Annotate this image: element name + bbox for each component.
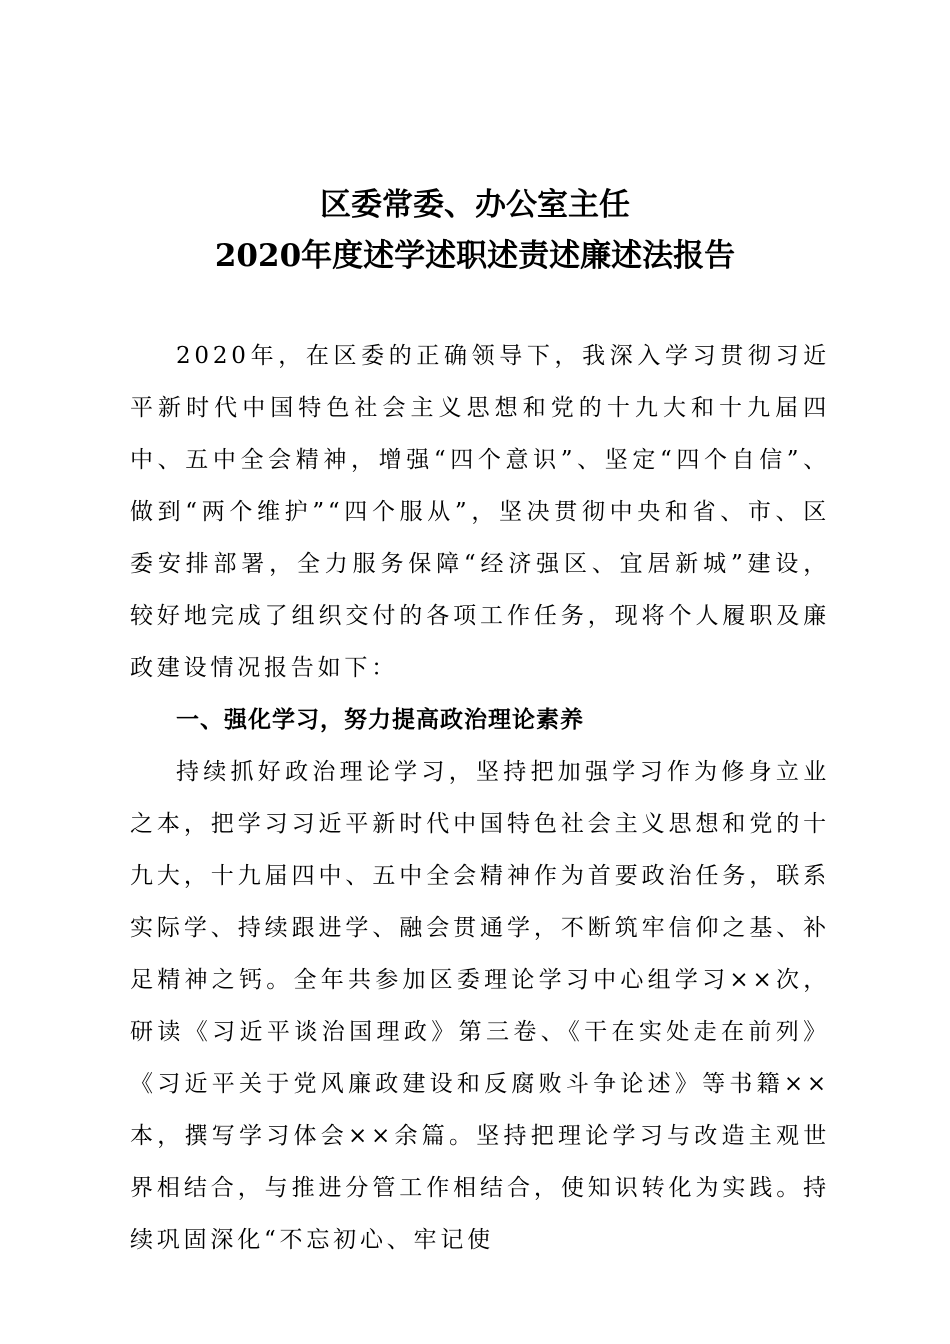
intro-paragraph: 2020年，在区委的正确领导下，我深入学习贯彻习近平新时代中国特色社会主义思想和党的十九大和十九届四中、五中全会精神，增强“四个意识”、坚定“四个自信”、做到“两个维护”“四个服从”，坚决贯彻中央和省、市、区委安排部署，全力服务保障“经济强区、宜居新城”建设，较好地完成了组织交付的各项工作任务，现将个人履职及廉政建设情况报告如下： bbox=[130, 343, 830, 681]
document-title-line-1: 区委常委、办公室主任 bbox=[320, 187, 630, 223]
section-heading-1: 一、强化学习，努力提高政治理论素养 bbox=[176, 707, 584, 733]
document-title-line-2: 2020年度述学述职述责述廉述法报告 bbox=[214, 238, 736, 274]
document-body bbox=[130, 330, 830, 1266]
section-1-paragraph: 持续抓好政治理论学习，坚持把加强学习作为修身立业之本，把学习习近平新时代中国特色社会主义思想和党的十九大，十九届四中、五中全会精神作为首要政治任务，联系实际学、持续跟进学、融会贯通学，不断筑牢信仰之基、补足精神之钙。全年共参加区委理论学习中心组学习××次，研读《习近平谈治国理政》第三卷、《干在实处走在前列》《习近平关于党风廉政建设和反腐败斗争论述》等书籍××本，撰写学习体会××余篇。坚持把理论学习与改造主观世界相结合，与推进分管工作相结合，使知识转化为实践。持续巩固深化“不忘初心、牢记使 bbox=[130, 759, 830, 1253]
